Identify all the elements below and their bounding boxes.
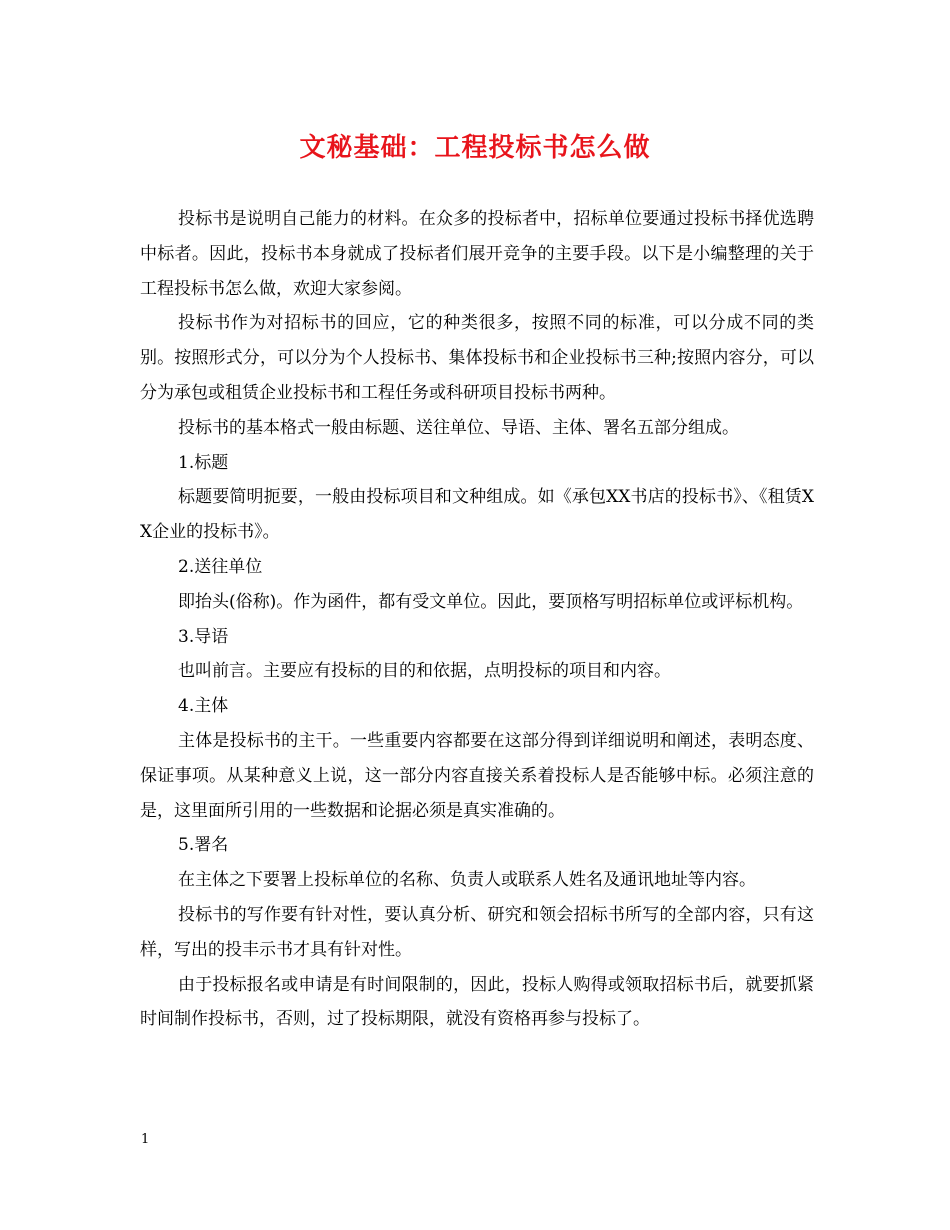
paragraph-writing-tips: 投标书的写作要有针对性，要认真分析、研究和领会招标书所写的全部内容，只有这样，写出的投丰示书才具有针对性。 xyxy=(140,904,814,960)
document-title: 文秘基础：工程投标书怎么做 xyxy=(299,133,651,163)
section-heading-preface: 3.导语 xyxy=(178,626,229,647)
paragraph-types: 投标书作为对招标书的回应，它的种类很多，按照不同的标准，可以分成不同的类别。按照形式分，可以分为个人投标书、集体投标书和企业投标书三种;按照内容分，可以分为承包或租赁企业投标书和工程任务或科研项目投标书两种。 xyxy=(140,313,814,403)
paragraph-main-desc: 主体是投标书的主干。一些重要内容都要在这部分得到详细说明和阐述，表明态度、保证事项。从某种意义上说，这一部分内容直接关系着投标人是否能够中标。必须注意的是，这里面所引用的一些数据和论据必须是真实准确的。 xyxy=(140,730,814,821)
document-body xyxy=(140,202,814,1037)
paragraph-title-desc: 标题要简明扼要，一般由投标项目和文种组成。如《承包XX书店的投标书》、《租赁X X企业的投标书》。 xyxy=(140,487,814,543)
paragraph-intro: 投标书是说明自己能力的材料。在众多的投标者中，招标单位要通过投标书择优选聘中标者。因此，投标书本身就成了投标者们展开竞争的主要手段。以下是小编整理的关于工程投标书怎么做，欢迎大家参阅。 xyxy=(140,209,814,299)
section-heading-title: 1.标题 xyxy=(178,452,229,473)
paragraph-format: 投标书的基本格式一般由标题、送往单位、导语、主体、署名五部分组成。 xyxy=(178,417,739,438)
paragraph-signature-desc: 在主体之下要署上投标单位的名称、负责人或联系人姓名及通讯地址等内容。 xyxy=(178,870,756,891)
paragraph-deadline: 由于投标报名或申请是有时间限制的，因此，投标人购得或领取招标书后，就要抓紧时间制作投标书，否则，过了投标期限，就没有资格再参与投标了。 xyxy=(140,974,814,1030)
paragraph-recipient-desc: 即抬头(俗称)。作为函件，都有受文单位。因此，要顶格写明招标单位或评标机构。 xyxy=(178,591,804,612)
page-number: 1 xyxy=(141,1132,150,1147)
section-heading-main: 4.主体 xyxy=(178,696,229,717)
section-heading-recipient: 2.送往单位 xyxy=(178,556,263,577)
paragraph-preface-desc: 也叫前言。主要应有投标的目的和依据，点明投标的项目和内容。 xyxy=(178,661,671,682)
section-heading-signature: 5.署名 xyxy=(178,835,229,856)
